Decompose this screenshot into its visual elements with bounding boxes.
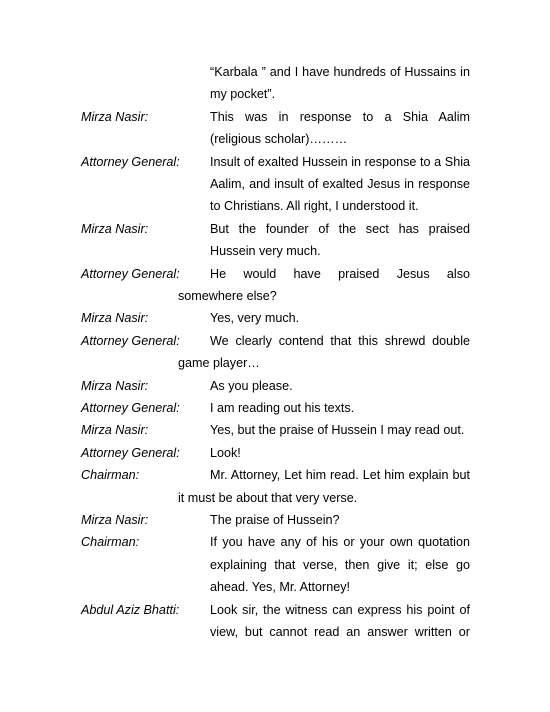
transcript-line: it must be about that very verse. <box>178 491 358 505</box>
transcript-line: Yes, very much. <box>210 311 300 325</box>
speaker-name: Mirza Nasir: <box>81 110 149 124</box>
transcript-line: As you please. <box>210 379 293 393</box>
speaker-name: Mirza Nasir: <box>81 222 149 236</box>
speaker-name: Mirza Nasir: <box>81 513 149 527</box>
transcript-line: Mr. Attorney, Let him read. Let him explain but <box>210 468 470 482</box>
transcript-line: Look sir, the witness can express his point of <box>210 603 470 617</box>
transcript-line: somewhere else? <box>178 289 277 303</box>
speaker-name: Mirza Nasir: <box>81 379 149 393</box>
transcript-line: to Christians. All right, I understood it. <box>210 199 419 213</box>
transcript-line: my pocket”. <box>210 87 276 101</box>
transcript-line: view, but cannot read an answer written or <box>210 625 470 639</box>
transcript-line: game player… <box>178 356 260 370</box>
transcript-line: Aalim, and insult of exalted Jesus in response <box>210 177 470 191</box>
speaker-name: Attorney General: <box>81 446 180 460</box>
transcript-line: He would have praised Jesus also <box>210 267 470 281</box>
transcript-line: This was in response to a Shia Aalim <box>210 110 470 124</box>
transcript-line: ahead. Yes, Mr. Attorney! <box>210 580 351 594</box>
transcript-line: explaining that verse, then give it; else go <box>210 558 470 572</box>
speaker-name: Chairman: <box>81 535 140 549</box>
transcript-line: Insult of exalted Hussein in response to a Shia <box>210 155 470 169</box>
transcript-line: I am reading out his texts. <box>210 401 355 415</box>
transcript-line: Hussein very much. <box>210 244 321 258</box>
speaker-name: Mirza Nasir: <box>81 423 149 437</box>
transcript-line: We clearly contend that this shrewd double <box>210 334 470 348</box>
transcript-line: But the founder of the sect has praised <box>210 222 470 236</box>
speaker-name: Attorney General: <box>81 401 180 415</box>
transcript-line: Yes, but the praise of Hussein I may read out. <box>210 423 465 437</box>
speaker-name: Mirza Nasir: <box>81 311 149 325</box>
transcript-line: If you have any of his or your own quotation <box>210 535 470 549</box>
transcript-line: Look! <box>210 446 241 460</box>
speaker-name: Attorney General: <box>81 267 180 281</box>
speaker-name: Attorney General: <box>81 155 180 169</box>
transcript-line: “Karbala ” and I have hundreds of Hussains in <box>210 65 470 79</box>
transcript-line: The praise of Hussein? <box>210 513 340 527</box>
speaker-name: Abdul Aziz Bhatti: <box>81 603 180 617</box>
speaker-name: Attorney General: <box>81 334 180 348</box>
speaker-name: Chairman: <box>81 468 140 482</box>
transcript-line: (religious scholar)……… <box>210 132 348 146</box>
